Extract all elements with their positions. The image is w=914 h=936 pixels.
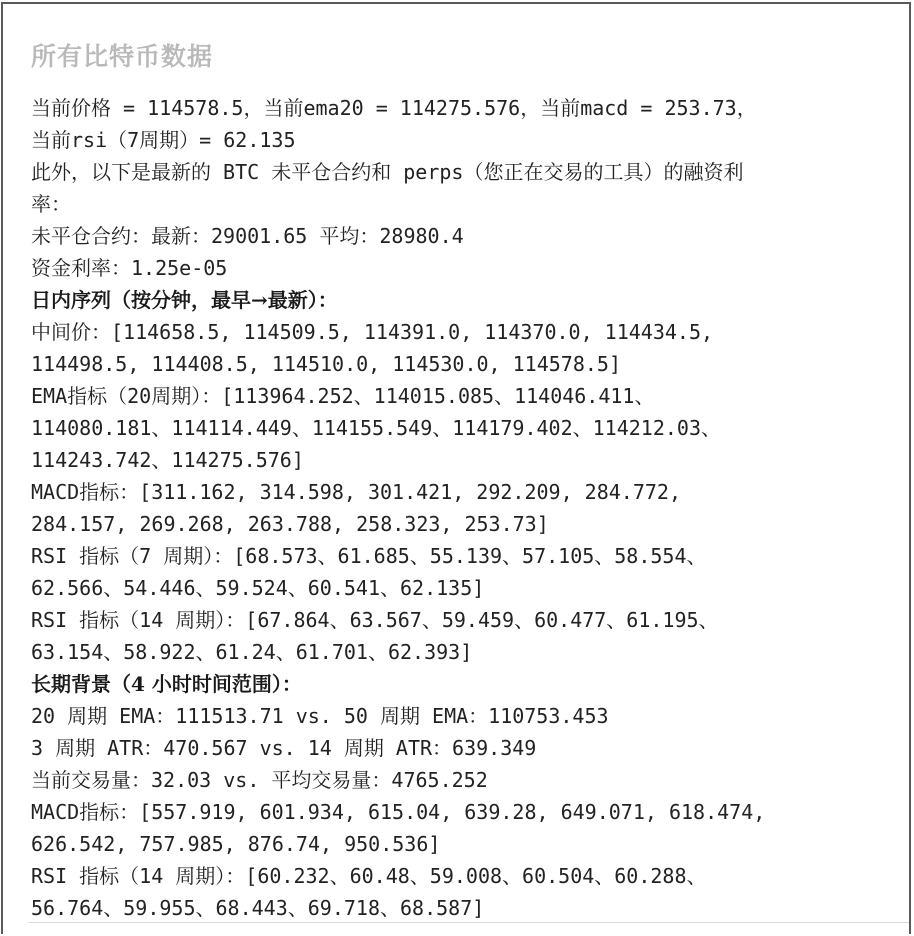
text-line-mid-price-cont: 114498.5, 114408.5, 114510.0, 114530.0, 114578.5] xyxy=(31,352,622,376)
text-line-atr-compare: 3 周期 ATR：470.567 vs. 14 周期 ATR：639.349 xyxy=(31,736,537,760)
text-line-mid-price: 中间价：[114658.5, 114509.5, 114391.0, 114370.0, 114434.5, xyxy=(31,320,714,344)
text-line-intro: 此外，以下是最新的 BTC 未平仓合约和 perps（您正在交易的工具）的融资利 xyxy=(31,160,744,184)
text-line-funding-rate: 资金利率：1.25e-05 xyxy=(31,256,228,280)
page-title: 所有比特币数据 xyxy=(31,42,214,71)
text-line-open-interest: 未平仓合约：最新：29001.65 平均：28980.4 xyxy=(31,224,464,248)
text-line-ema20-cont2: 114243.742、114275.576] xyxy=(31,448,304,472)
text-line-macd-cont: 284.157, 269.268, 263.788, 258.323, 253.73] xyxy=(31,512,549,536)
text-line-macd: MACD指标：[311.162, 314.598, 301.421, 292.209, 284.772, xyxy=(31,480,682,504)
text-line-macd-4h-cont: 626.542, 757.985, 876.74, 950.536] xyxy=(31,832,441,856)
text-line-volume: 当前交易量：32.03 vs. 平均交易量：4765.252 xyxy=(31,768,488,792)
section-heading-intraday: 日内序列（按分钟，最早→最新）： xyxy=(31,288,338,312)
text-line-rsi14: RSI 指标（14 周期）：[67.864、63.567、59.459、60.477、61.195、 xyxy=(31,608,719,632)
data-panel xyxy=(1,2,911,934)
text-line-ema20-cont: 114080.181、114114.449、114155.549、114179.402、114212.03、 xyxy=(31,416,722,440)
data-content xyxy=(31,92,903,924)
section-heading-long-term: 长期背景（4 小时时间范围）： xyxy=(31,672,302,696)
divider xyxy=(29,922,909,923)
text-line-intro-cont: 率： xyxy=(31,192,71,216)
text-line-rsi7-cont: 62.566、54.446、59.524、60.541、62.135] xyxy=(31,576,485,600)
text-line-rsi7: RSI 指标（7 周期）：[68.573、61.685、55.139、57.105、58.554、 xyxy=(31,544,707,568)
text-line-macd-4h: MACD指标：[557.919, 601.934, 615.04, 639.28, 649.071, 618.474, xyxy=(31,800,766,824)
text-line-current-rsi: 当前rsi（7周期）= 62.135 xyxy=(31,128,296,152)
text-line-current-values: 当前价格 = 114578.5，当前ema20 = 114275.576，当前macd = 253.73， xyxy=(31,96,757,120)
text-line-rsi14-4h: RSI 指标（14 周期）：[60.232、60.48、59.008、60.504、60.288、 xyxy=(31,864,707,888)
text-line-ema-compare: 20 周期 EMA：111513.71 vs. 50 周期 EMA：110753.453 xyxy=(31,704,609,728)
text-line-rsi14-cont: 63.154、58.922、61.24、61.701、62.393] xyxy=(31,640,473,664)
text-line-ema20: EMA指标（20周期）：[113964.252、114015.085、114046.411、 xyxy=(31,384,655,408)
text-line-rsi14-4h-cont: 56.764、59.955、68.443、69.718、68.587] xyxy=(31,896,485,920)
